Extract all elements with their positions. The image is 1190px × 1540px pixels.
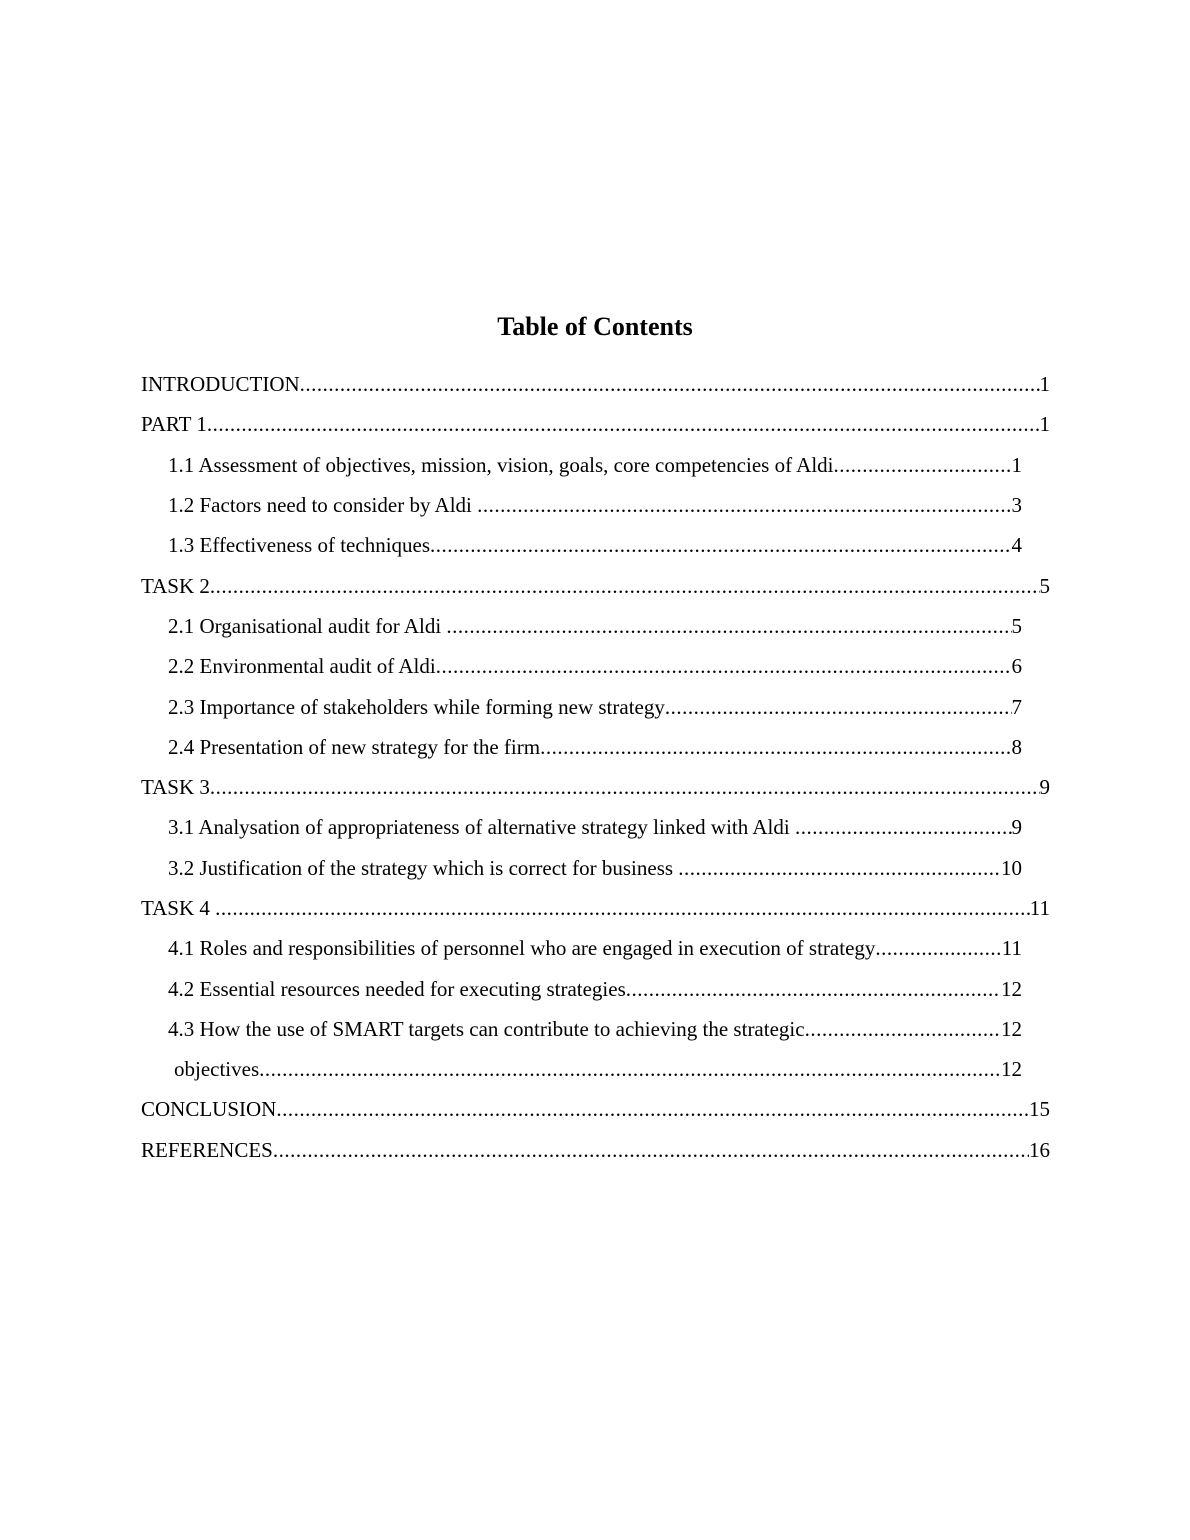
toc-entry-label: 2.3 Importance of stakeholders while forming new strategy <box>168 694 665 719</box>
toc-leader-dots <box>276 1096 1029 1122</box>
toc-leader-dots <box>436 653 1012 679</box>
toc-entry-page: 12 <box>1001 976 1022 1001</box>
toc-entry-page: 15 <box>1029 1097 1050 1122</box>
table-of-contents <box>0 364 1190 1170</box>
toc-entry-label: REFERENCES <box>141 1137 273 1162</box>
toc-leader-dots <box>834 452 1012 478</box>
toc-entry-task-4[interactable] <box>141 888 1050 928</box>
toc-entry-label: 3.1 Analysation of appropriateness of alternative strategy linked with Aldi <box>168 815 795 840</box>
toc-leader-dots <box>678 855 1001 881</box>
toc-entry-page: 1 <box>1039 372 1050 397</box>
toc-leader-dots <box>300 371 1040 397</box>
toc-entry-label: 1.3 Effectiveness of techniques <box>168 533 431 558</box>
toc-entry-1-1[interactable] <box>168 445 1022 485</box>
toc-entry-references[interactable] <box>141 1130 1050 1170</box>
toc-entry-2-4[interactable] <box>168 727 1022 767</box>
toc-entry-page: 5 <box>1011 613 1022 638</box>
toc-entry-task-3[interactable] <box>141 767 1050 807</box>
toc-entry-label: 3.2 Justification of the strategy which is correct for business <box>168 855 679 880</box>
toc-leader-dots <box>875 935 1001 961</box>
toc-leader-dots <box>626 976 1001 1002</box>
toc-entry-label: 2.2 Environmental audit of Aldi <box>168 654 436 679</box>
toc-entry-page: 11 <box>1029 896 1050 920</box>
toc-entry-conclusion[interactable] <box>141 1089 1050 1129</box>
toc-entry-4-1[interactable] <box>168 928 1022 968</box>
toc-entry-label: objectives <box>174 1057 260 1082</box>
toc-entry-label: 2.4 Presentation of new strategy for the firm <box>168 734 541 759</box>
toc-entry-2-2[interactable] <box>168 646 1022 686</box>
toc-entry-page: 11 <box>1001 936 1022 961</box>
toc-entry-label: TASK 3 <box>141 775 210 800</box>
toc-entry-label: 2.1 Organisational audit for Aldi <box>168 613 447 638</box>
toc-leader-dots <box>273 1137 1029 1163</box>
page-title: Table of Contents <box>497 312 693 341</box>
toc-leader-dots <box>210 573 1040 599</box>
toc-leader-dots <box>430 532 1011 558</box>
toc-entry-2-1[interactable] <box>168 606 1022 646</box>
toc-entry-page: 6 <box>1011 654 1022 679</box>
toc-entry-part-1[interactable] <box>141 404 1050 444</box>
toc-entry-label: 4.2 Essential resources needed for executing strategies <box>168 976 626 1001</box>
toc-entry-page: 10 <box>1001 855 1022 880</box>
toc-entry-page: 12 <box>1001 1016 1022 1041</box>
toc-leader-dots <box>477 492 1011 518</box>
toc-entry-introduction[interactable] <box>141 364 1050 404</box>
toc-entry-label: 4.1 Roles and responsibilities of personnel who are engaged in execution of strategy <box>168 936 876 961</box>
toc-leader-dots <box>210 774 1040 800</box>
toc-entry-label: CONCLUSION <box>141 1097 277 1122</box>
toc-entry-page: 1 <box>1039 412 1050 437</box>
toc-leader-dots <box>805 1016 1001 1042</box>
toc-entry-1-2[interactable] <box>168 485 1022 525</box>
toc-leader-dots <box>540 734 1011 760</box>
toc-leader-dots <box>215 895 1030 921</box>
toc-entry-4-3[interactable] <box>168 1009 1022 1049</box>
toc-entry-page: 9 <box>1011 815 1022 840</box>
toc-entry-label: 1.2 Factors need to consider by Aldi <box>168 493 478 518</box>
toc-entry-page: 4 <box>1011 533 1022 558</box>
toc-entry-label: 4.3 How the use of SMART targets can contribute to achieving the strategic <box>168 1016 805 1041</box>
toc-entry-3-1[interactable] <box>168 807 1022 847</box>
toc-entry-4-3-continued[interactable] <box>174 1049 1022 1089</box>
toc-leader-dots <box>207 411 1040 437</box>
toc-leader-dots <box>795 814 1012 840</box>
toc-entry-4-2[interactable] <box>168 968 1022 1008</box>
toc-entry-2-3[interactable] <box>168 686 1022 726</box>
toc-entry-page: 16 <box>1029 1137 1050 1162</box>
toc-entry-label: TASK 2 <box>141 573 210 598</box>
toc-entry-page: 12 <box>1001 1057 1022 1082</box>
toc-entry-1-3[interactable] <box>168 525 1022 565</box>
toc-leader-dots <box>665 694 1012 720</box>
toc-leader-dots <box>259 1056 1001 1082</box>
toc-leader-dots <box>446 613 1011 639</box>
toc-entry-page: 3 <box>1011 493 1022 518</box>
toc-entry-3-2[interactable] <box>168 848 1022 888</box>
toc-entry-page: 8 <box>1011 734 1022 759</box>
toc-entry-label: INTRODUCTION <box>141 372 300 397</box>
toc-entry-page: 5 <box>1039 573 1050 598</box>
toc-entry-task-2[interactable] <box>141 565 1050 605</box>
toc-entry-label: PART 1 <box>141 412 207 437</box>
toc-entry-label: 1.1 Assessment of objectives, mission, vision, goals, core competencies of Aldi <box>168 452 834 477</box>
toc-entry-page: 7 <box>1011 694 1022 719</box>
toc-entry-page: 9 <box>1039 775 1050 800</box>
toc-entry-page: 1 <box>1011 452 1022 477</box>
toc-entry-label: TASK 4 <box>141 896 216 920</box>
